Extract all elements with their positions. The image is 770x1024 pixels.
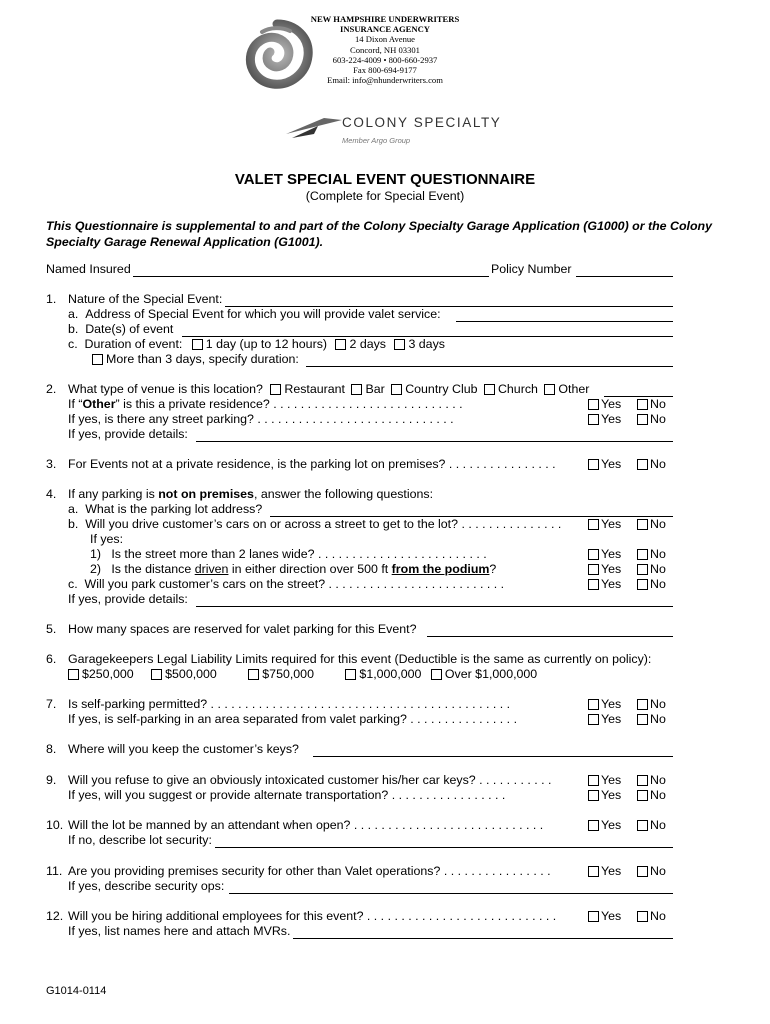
q1c-more-label: More than 3 days, specify duration: (106, 352, 299, 366)
q3-yes-checkbox[interactable] (588, 459, 599, 470)
q4b-text: b. Will you drive customer’s cars on or across a street to get to the lot? . . . . . . . . . . . . . . . (68, 517, 562, 531)
q2-text: What type of venue is this location? (68, 382, 263, 396)
q1-text: Nature of the Special Event: (68, 292, 223, 306)
venue-bar-checkbox[interactable] (351, 384, 362, 395)
agency-name-line1: NEW HAMPSHIRE UNDERWRITERS (310, 14, 460, 24)
q4b1-yes-no (588, 547, 666, 561)
q11-security-ops-field[interactable] (229, 893, 673, 894)
intro-text: This Questionnaire is supplemental to and part of the Colony Specialty Garage Application (G1000) or the Colony Specialty Garage Renewal Application (G1001). (46, 219, 712, 249)
q4b2-text (90, 562, 496, 576)
q7-text: Is self-parking permitted? . . . . . . . . . . . . . . . . . . . . . . . . . . . . . . . . . . . . . . . . . . . . (68, 697, 511, 711)
limit-1m-label: $1,000,000 (359, 667, 422, 681)
agency-swirl-logo (240, 18, 314, 92)
q12-yes-checkbox[interactable] (588, 911, 599, 922)
venue-church-checkbox[interactable] (484, 384, 495, 395)
agency-city: Concord, NH 03301 (350, 44, 420, 55)
q4-details-field[interactable] (196, 606, 673, 607)
venue-country-club-label: Country Club (405, 382, 478, 396)
q10-no-checkbox[interactable] (637, 820, 648, 831)
limit-750k-label: $750,000 (262, 667, 314, 681)
q10-sub-text: If no, describe lot security: (68, 833, 212, 847)
q2-street-no-checkbox[interactable] (637, 414, 648, 425)
yes-label: Yes (601, 773, 622, 787)
q4-details-label: If yes, provide details: (68, 592, 188, 606)
q9-sub-no-checkbox[interactable] (637, 790, 648, 801)
q4b2-yes-checkbox[interactable] (588, 564, 599, 575)
limit-250k-label: $250,000 (82, 667, 134, 681)
q7-sub-yes-no (588, 712, 666, 726)
q4b2-no-checkbox[interactable] (637, 564, 648, 575)
agency-address: 14 Dixon Avenue (355, 34, 415, 45)
yes-label: Yes (601, 562, 622, 576)
q10-number: 10. (46, 818, 64, 832)
q6-limits-row (68, 667, 537, 681)
q9-number: 9. (46, 773, 57, 787)
q4b1-text: 1) Is the street more than 2 lanes wide? . . . . . . . . . . . . . . . . . . . . . . . . . (90, 547, 487, 561)
q7-yes-no (588, 697, 666, 711)
q4b-yes-no (588, 517, 666, 531)
q3-no-checkbox[interactable] (637, 459, 648, 470)
q4c-no-checkbox[interactable] (637, 579, 648, 590)
q3-yes-no (588, 457, 666, 471)
q4b-no-checkbox[interactable] (637, 519, 648, 530)
yes-label: Yes (601, 457, 622, 471)
q5-number: 5. (46, 622, 57, 636)
q1c-1day-checkbox[interactable] (192, 339, 203, 350)
q4c-yes-checkbox[interactable] (588, 579, 599, 590)
q11-no-checkbox[interactable] (637, 866, 648, 877)
q1c-3days-checkbox[interactable] (394, 339, 405, 350)
q9-yes-no (588, 773, 666, 787)
no-label: No (650, 547, 666, 561)
q4b-yes-checkbox[interactable] (588, 519, 599, 530)
q2-details-label: If yes, provide details: (68, 427, 188, 441)
agency-name-line2: INSURANCE AGENCY (339, 24, 430, 35)
no-label: No (650, 864, 666, 878)
q8-number: 8. (46, 742, 57, 756)
q12-names-field[interactable] (293, 938, 673, 939)
yes-label: Yes (601, 412, 622, 426)
venue-bar-label: Bar (365, 382, 385, 396)
q12-yes-no (588, 909, 666, 923)
yes-label: Yes (601, 788, 622, 802)
q6-number: 6. (46, 652, 57, 666)
q4b1-no-checkbox[interactable] (637, 549, 648, 560)
no-label: No (650, 818, 666, 832)
no-label: No (650, 712, 666, 726)
q11-sub-text: If yes, describe security ops: (68, 879, 225, 893)
q5-spaces-field[interactable] (427, 636, 673, 637)
q1a-text: a. Address of Special Event for which you will provide valet service: (68, 307, 441, 321)
q12-sub-text: If yes, list names here and attach MVRs. (68, 924, 291, 938)
q4b2-yes-no (588, 562, 666, 576)
no-label: No (650, 457, 666, 471)
q10-yes-no (588, 818, 666, 832)
limit-over-1m-checkbox[interactable] (431, 669, 442, 680)
q1c-more-checkbox[interactable] (92, 354, 103, 365)
no-label: No (650, 577, 666, 591)
q4b2-post: ? (489, 562, 497, 576)
venue-church-label: Church (497, 382, 538, 396)
q8-text: Where will you keep the customer’s keys? (68, 742, 299, 756)
limit-500k-label: $500,000 (165, 667, 217, 681)
q1a-address-field[interactable] (456, 321, 673, 322)
q4b2-mid: in either direction over 500 ft (228, 562, 392, 576)
q1b-text: b. Date(s) of event (68, 322, 174, 336)
q4-text-post: , answer the following questions: (253, 487, 434, 501)
q1c-1day-label: 1 day (up to 12 hours) (205, 337, 328, 351)
q10-yes-checkbox[interactable] (588, 820, 599, 831)
policy-number-label: Policy Number (491, 262, 572, 276)
q9-no-checkbox[interactable] (637, 775, 648, 786)
no-label: No (650, 517, 666, 531)
yes-label: Yes (601, 909, 622, 923)
q9-sub-yes-no (588, 788, 666, 802)
q11-number: 11. (46, 864, 63, 878)
yes-label: Yes (601, 864, 622, 878)
q2-street-text: If yes, is there any street parking? . . . . . . . . . . . . . . . . . . . . . . . . . . . . . (68, 412, 454, 426)
q4-number: 4. (46, 487, 57, 501)
agency-email: Email: info@nhunderwriters.com (327, 75, 443, 86)
q2-details-field[interactable] (196, 441, 673, 442)
q2-other-bold: Other (82, 397, 116, 411)
colony-member-text: Member Argo Group (342, 136, 411, 145)
q2-residence-yes-checkbox[interactable] (588, 399, 599, 410)
q4c-yes-no (588, 577, 666, 591)
q1c-2days-label: 2 days (349, 337, 386, 351)
q12-text: Will you be hiring additional employees for this event? . . . . . . . . . . . . . . . . . . . . . . . . . . . . (68, 909, 557, 923)
venue-other-label: Other (558, 382, 590, 396)
q4a-text: a. What is the parking lot address? (68, 502, 263, 516)
q1c-more-row (92, 352, 299, 366)
no-label: No (650, 773, 666, 787)
limit-750k-checkbox[interactable] (248, 669, 259, 680)
colony-logo-text: COLONY SPECIALTY (342, 115, 502, 130)
q2-residence-no-checkbox[interactable] (637, 399, 648, 410)
no-label: No (650, 909, 666, 923)
q1c-row (68, 337, 445, 351)
q11-text: Are you providing premises security for other than Valet operations? . . . . . . . . . . . . . . . . (68, 864, 551, 878)
yes-label: Yes (601, 397, 622, 411)
q9-yes-checkbox[interactable] (588, 775, 599, 786)
no-label: No (650, 788, 666, 802)
policy-number-field[interactable] (576, 276, 673, 277)
q1c-more-field[interactable] (306, 366, 673, 367)
q7-sub-text: If yes, is self-parking in an area separated from valet parking? . . . . . . . . . . . . . . . . (68, 712, 518, 726)
q10-text: Will the lot be manned by an attendant when open? . . . . . . . . . . . . . . . . . . . . . . . . . . . . (68, 818, 544, 832)
q2-other-prefix: If “ (68, 397, 83, 411)
q6-text: Garagekeepers Legal Liability Limits required for this event (Deductible is the same as currently on policy): (68, 652, 652, 666)
named-insured-field[interactable] (133, 276, 489, 277)
q2-street-yes-checkbox[interactable] (588, 414, 599, 425)
q2-row (68, 382, 589, 396)
colony-specialty-logo (284, 112, 502, 152)
venue-restaurant-label: Restaurant (284, 382, 345, 396)
q5-text: How many spaces are reserved for valet parking for this Event? (68, 622, 417, 636)
no-label: No (650, 412, 666, 426)
q4b1-yes-checkbox[interactable] (588, 549, 599, 560)
q4b-ifyes: If yes: (90, 532, 124, 546)
q2-residence-yes-no (588, 397, 666, 411)
q4c-text: c. Will you park customer’s cars on the street? . . . . . . . . . . . . . . . . . . . . . . . . . . (68, 577, 505, 591)
q9-text: Will you refuse to give an obviously intoxicated customer his/her car keys? . . . . . . . . . . . (68, 773, 552, 787)
yes-label: Yes (601, 697, 622, 711)
q8-keys-field[interactable] (313, 756, 673, 757)
q7-no-checkbox[interactable] (637, 699, 648, 710)
named-insured-label: Named Insured (46, 262, 131, 276)
q2-other-suffix: ” is this a private residence? . . . . . . . . . . . . . . . . . . . . . . . . . . . . (115, 397, 463, 411)
q7-sub-no-checkbox[interactable] (637, 714, 648, 725)
q1c-3days-label: 3 days (408, 337, 445, 351)
q4-text-bold: not on premises (158, 487, 254, 501)
no-label: No (650, 562, 666, 576)
limit-500k-checkbox[interactable] (151, 669, 162, 680)
yes-label: Yes (601, 818, 622, 832)
form-number: G1014-0114 (46, 985, 107, 997)
q3-number: 3. (46, 457, 57, 471)
no-label: No (650, 697, 666, 711)
q4b2-pre: 2) Is the distance (90, 562, 195, 576)
limit-over-1m-label: Over $1,000,000 (444, 667, 538, 681)
q9-sub-text: If yes, will you suggest or provide alternate transportation? . . . . . . . . . . . . . . . . . (68, 788, 506, 802)
yes-label: Yes (601, 547, 622, 561)
q1c-2days-checkbox[interactable] (335, 339, 346, 350)
venue-restaurant-checkbox[interactable] (270, 384, 281, 395)
q3-text: For Events not at a private residence, is the parking lot on premises? . . . . . . . . . . . . . . . . (68, 457, 556, 471)
colony-arrow-icon (284, 114, 344, 144)
limit-250k-checkbox[interactable] (68, 669, 79, 680)
q4-text (68, 487, 433, 501)
q11-yes-checkbox[interactable] (588, 866, 599, 877)
page-title: VALET SPECIAL EVENT QUESTIONNAIRE (234, 171, 536, 188)
limit-1m-checkbox[interactable] (345, 669, 356, 680)
page-subtitle: (Complete for Special Event) (305, 189, 465, 203)
q10-security-field[interactable] (215, 847, 673, 848)
q1-number: 1. (46, 292, 57, 306)
q7-yes-checkbox[interactable] (588, 699, 599, 710)
yes-label: Yes (601, 517, 622, 531)
q7-number: 7. (46, 697, 57, 711)
q2-street-yes-no (588, 412, 666, 426)
yes-label: Yes (601, 712, 622, 726)
agency-phone: 603-224-4009 • 800-660-2937 (332, 54, 438, 65)
q4b2-underlined: driven (194, 562, 229, 576)
q7-sub-yes-checkbox[interactable] (588, 714, 599, 725)
q4-text-pre: If any parking is (68, 487, 159, 501)
q9-sub-yes-checkbox[interactable] (588, 790, 599, 801)
agency-fax: Fax 800-694-9177 (353, 65, 417, 76)
no-label: No (650, 397, 666, 411)
venue-other-checkbox[interactable] (544, 384, 555, 395)
q11-yes-no (588, 864, 666, 878)
q1c-text: c. Duration of event: (68, 337, 183, 351)
q12-no-checkbox[interactable] (637, 911, 648, 922)
q2-other-row (68, 397, 463, 411)
venue-country-club-checkbox[interactable] (391, 384, 402, 395)
q2-number: 2. (46, 382, 57, 396)
yes-label: Yes (601, 577, 622, 591)
q4b2-bold-underlined: from the podium (391, 562, 490, 576)
q12-number: 12. (46, 909, 64, 923)
